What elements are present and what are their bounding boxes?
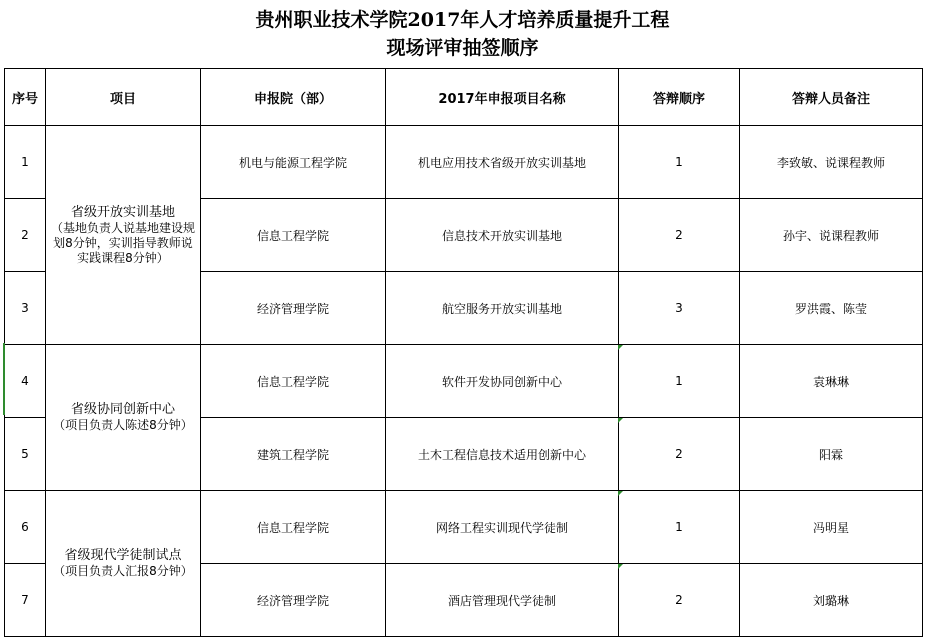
cell-remark[interactable]: 罗洪霞、陈莹 [740,272,923,345]
schedule-table [4,68,923,637]
header-cell-order[interactable]: 答辩顺序 [619,69,740,126]
group-note: （项目负责人陈述8分钟） [53,418,193,432]
cell-marker-icon [618,564,623,569]
cell-project[interactable]: 软件开发协同创新中心 [386,345,619,418]
cell-order[interactable]: 3 [619,272,740,345]
cell-remark[interactable]: 阳霖 [740,418,923,491]
title-line-2: 现场评审抽签顺序 [386,37,539,59]
header-cell-project[interactable]: 2017年申报项目名称 [386,69,619,126]
group-name: 省级现代学徒制试点 [64,548,182,563]
cell-no[interactable]: 6 [5,491,46,564]
cell-dept[interactable]: 信息工程学院 [201,491,386,564]
cell-order[interactable]: 2 [619,199,740,272]
cell-project[interactable]: 航空服务开放实训基地 [386,272,619,345]
cell-dept[interactable]: 信息工程学院 [201,199,386,272]
header-cell-item[interactable]: 项目 [46,69,201,126]
cell-order[interactable]: 1 [619,126,740,199]
selected-cell-edge [3,343,5,415]
header-row [5,69,923,126]
cell-order[interactable]: 1 [619,491,740,564]
header-cell-dept[interactable]: 申报院（部） [201,69,386,126]
table-row [5,491,923,564]
sheet-title [0,0,925,68]
cell-item-group[interactable] [46,345,201,491]
cell-dept[interactable]: 信息工程学院 [201,345,386,418]
cell-remark[interactable]: 袁琳琳 [740,345,923,418]
cell-project[interactable]: 酒店管理现代学徒制 [386,564,619,637]
title-line-1: 贵州职业技术学院2017年人才培养质量提升工程 [255,9,670,31]
header-cell-no[interactable]: 序号 [5,69,46,126]
cell-order[interactable]: 2 [619,418,740,491]
cell-item-group[interactable] [46,491,201,637]
group-note: （基地负责人说基地建设规划8分钟，实训指导教师说实践课程8分钟） [50,220,195,265]
cell-dept[interactable]: 机电与能源工程学院 [201,126,386,199]
table-row [5,126,923,199]
cell-dept[interactable]: 经济管理学院 [201,564,386,637]
group-name: 省级协同创新中心 [70,402,175,417]
cell-dept[interactable]: 建筑工程学院 [201,418,386,491]
cell-order[interactable]: 1 [619,345,740,418]
group-name: 省级开放实训基地 [70,204,175,220]
cell-project[interactable]: 土木工程信息技术适用创新中心 [386,418,619,491]
cell-marker-icon [618,345,623,350]
cell-project[interactable]: 网络工程实训现代学徒制 [386,491,619,564]
cell-no[interactable]: 7 [5,564,46,637]
cell-marker-icon [618,418,623,423]
cell-remark[interactable]: 冯明星 [740,491,923,564]
cell-item-group[interactable] [46,126,201,345]
table-row [5,345,923,418]
cell-remark[interactable]: 李致敏、说课程教师 [740,126,923,199]
cell-remark[interactable]: 孙宇、说课程教师 [740,199,923,272]
cell-no[interactable]: 3 [5,272,46,345]
cell-no[interactable]: 2 [5,199,46,272]
cell-no[interactable]: 4 [5,345,46,418]
cell-marker-icon [618,491,623,496]
cell-order[interactable]: 2 [619,564,740,637]
cell-remark[interactable]: 刘璐琳 [740,564,923,637]
cell-project[interactable]: 机电应用技术省级开放实训基地 [386,126,619,199]
group-note: （项目负责人汇报8分钟） [53,564,193,578]
header-cell-remark[interactable]: 答辩人员备注 [740,69,923,126]
cell-dept[interactable]: 经济管理学院 [201,272,386,345]
cell-no[interactable]: 1 [5,126,46,199]
cell-project[interactable]: 信息技术开放实训基地 [386,199,619,272]
cell-no[interactable]: 5 [5,418,46,491]
